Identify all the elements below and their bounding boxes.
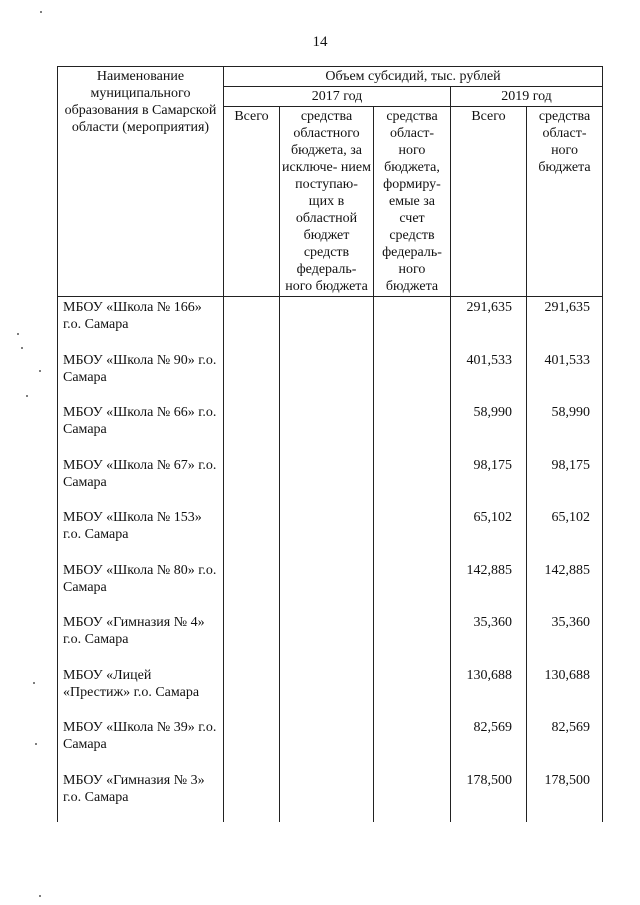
row-2017-total xyxy=(224,560,280,613)
scan-speck xyxy=(17,333,19,335)
row-2017-regional xyxy=(280,612,374,665)
row-2017-total xyxy=(224,350,280,403)
row-name: МБОУ «Школа № 153» г.о. Самара xyxy=(58,507,224,560)
row-2017-total xyxy=(224,297,280,350)
row-2017-total xyxy=(224,507,280,560)
scan-speck xyxy=(39,370,41,372)
header-2017-federal: средства област- ного бюджета, формиру- емые за счет средств федераль- ного бюджета xyxy=(374,107,451,297)
row-2019-total: 58,990 xyxy=(451,402,527,455)
row-name: МБОУ «Школа № 66» г.о. Самара xyxy=(58,402,224,455)
row-2017-federal xyxy=(374,350,451,403)
table-body xyxy=(58,297,603,823)
row-2019-regional: 130,688 xyxy=(527,665,603,718)
scan-speck xyxy=(33,682,35,684)
header-2019-regional: средства област- ного бюджета xyxy=(527,107,603,297)
row-2019-regional: 82,569 xyxy=(527,717,603,770)
row-2017-total xyxy=(224,455,280,508)
header-year-2017: 2017 год xyxy=(224,87,451,107)
header-2019-total: Всего xyxy=(451,107,527,297)
row-2017-federal xyxy=(374,560,451,613)
row-name: МБОУ «Гимназия № 3» г.о. Самара xyxy=(58,770,224,823)
row-2019-total: 98,175 xyxy=(451,455,527,508)
row-2017-federal xyxy=(374,402,451,455)
header-2017-total: Всего xyxy=(224,107,280,297)
row-2017-total xyxy=(224,717,280,770)
row-2019-regional: 58,990 xyxy=(527,402,603,455)
row-2019-regional: 65,102 xyxy=(527,507,603,560)
row-2019-total: 82,569 xyxy=(451,717,527,770)
row-2019-total: 401,533 xyxy=(451,350,527,403)
subsidy-table xyxy=(57,66,603,822)
table-row xyxy=(58,507,603,560)
row-2017-regional xyxy=(280,402,374,455)
row-2019-regional: 401,533 xyxy=(527,350,603,403)
table-row xyxy=(58,297,603,350)
header-volume: Объем субсидий, тыс. рублей xyxy=(224,67,603,87)
row-2017-regional xyxy=(280,770,374,823)
row-2019-regional: 291,635 xyxy=(527,297,603,350)
row-name: МБОУ «Школа № 80» г.о. Самара xyxy=(58,560,224,613)
row-2017-regional xyxy=(280,297,374,350)
row-2017-regional xyxy=(280,455,374,508)
row-2019-regional: 98,175 xyxy=(527,455,603,508)
row-name: МБОУ «Школа № 67» г.о. Самара xyxy=(58,455,224,508)
scan-speck xyxy=(39,895,41,897)
table-row xyxy=(58,770,603,823)
row-2017-federal xyxy=(374,717,451,770)
row-2019-regional: 178,500 xyxy=(527,770,603,823)
row-2019-total: 178,500 xyxy=(451,770,527,823)
row-2017-federal xyxy=(374,665,451,718)
row-name: МБОУ «Школа № 166» г.о. Самара xyxy=(58,297,224,350)
header-year-2019: 2019 год xyxy=(451,87,603,107)
row-2017-federal xyxy=(374,455,451,508)
row-2019-regional: 142,885 xyxy=(527,560,603,613)
table-header xyxy=(58,67,603,297)
table-row xyxy=(58,612,603,665)
scan-speck xyxy=(21,347,23,349)
row-2017-total xyxy=(224,402,280,455)
row-name: МБОУ «Гимназия № 4» г.о. Самара xyxy=(58,612,224,665)
row-2019-total: 65,102 xyxy=(451,507,527,560)
header-name: Наименование муниципального образования в Самарской области (мероприятия) xyxy=(58,67,224,297)
row-2017-federal xyxy=(374,507,451,560)
row-2017-federal xyxy=(374,297,451,350)
table-row xyxy=(58,455,603,508)
row-2017-total xyxy=(224,665,280,718)
scan-speck xyxy=(26,395,28,397)
row-2017-regional xyxy=(280,350,374,403)
row-2019-total: 35,360 xyxy=(451,612,527,665)
table-row xyxy=(58,717,603,770)
row-2017-federal xyxy=(374,612,451,665)
scan-speck xyxy=(40,11,42,13)
row-name: МБОУ «Лицей «Престиж» г.о. Самара xyxy=(58,665,224,718)
row-2019-regional: 35,360 xyxy=(527,612,603,665)
row-2017-federal xyxy=(374,770,451,823)
scan-speck xyxy=(35,743,37,745)
row-2019-total: 130,688 xyxy=(451,665,527,718)
row-name: МБОУ «Школа № 90» г.о. Самара xyxy=(58,350,224,403)
row-2019-total: 291,635 xyxy=(451,297,527,350)
row-2019-total: 142,885 xyxy=(451,560,527,613)
table-row xyxy=(58,350,603,403)
row-2017-regional xyxy=(280,665,374,718)
header-2017-regional: средства областного бюджета, за исключе- нием поступаю- щих в областной бюджет средств федераль- ного бюджета xyxy=(280,107,374,297)
table-row xyxy=(58,665,603,718)
row-name: МБОУ «Школа № 39» г.о. Самара xyxy=(58,717,224,770)
table-row xyxy=(58,402,603,455)
row-2017-total xyxy=(224,770,280,823)
table-row xyxy=(58,560,603,613)
row-2017-total xyxy=(224,612,280,665)
row-2017-regional xyxy=(280,507,374,560)
row-2017-regional xyxy=(280,717,374,770)
row-2017-regional xyxy=(280,560,374,613)
page-number: 14 xyxy=(312,34,328,50)
